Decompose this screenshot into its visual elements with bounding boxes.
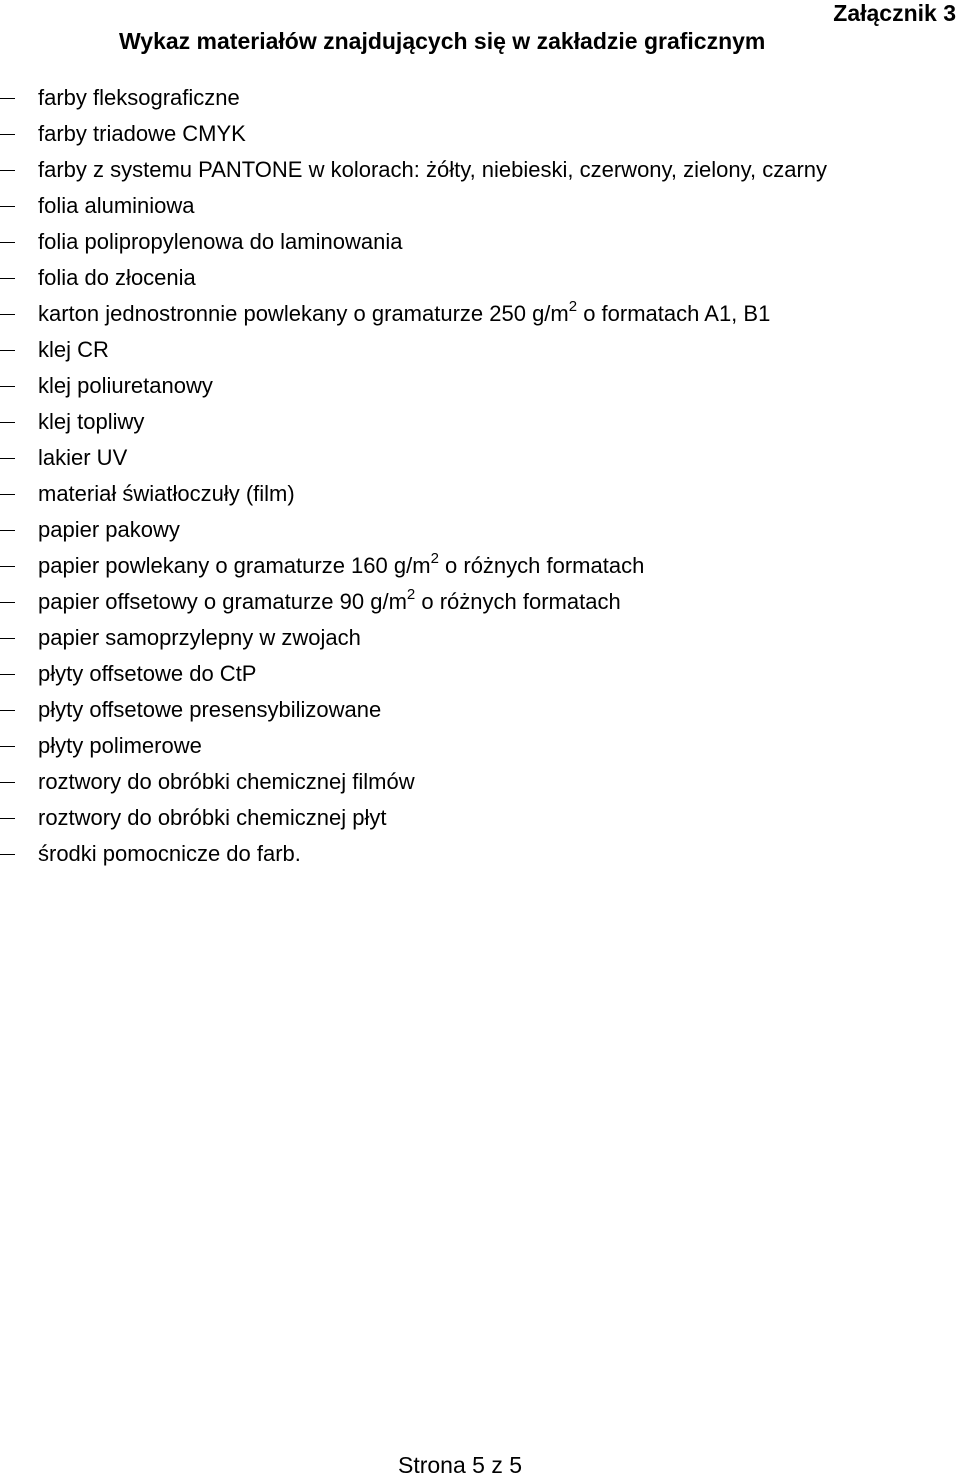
list-item-text: klej poliuretanowy [38, 373, 213, 398]
list-item-text [38, 550, 645, 579]
list-item-text-main: papier offsetowy o gramaturze 90 g/m [38, 589, 407, 614]
list-item-text: materiał światłoczuły (film) [38, 481, 295, 506]
annex-label: Załącznik 3 [833, 0, 956, 26]
dash-bullet [0, 782, 15, 783]
list-item-text: farby triadowe CMYK [38, 121, 246, 146]
dash-bullet [0, 422, 15, 423]
dash-bullet [0, 242, 15, 243]
list-item-text: papier samoprzylepny w zwojach [38, 625, 361, 650]
dash-bullet [0, 530, 15, 531]
list-item-text-after: o różnych formatach [415, 589, 621, 614]
dash-bullet [0, 350, 15, 351]
dash-bullet [0, 638, 15, 639]
dash-bullet [0, 854, 15, 855]
dash-bullet [0, 170, 15, 171]
list-item-text: klej CR [38, 337, 109, 362]
list-item-text: środki pomocnicze do farb. [38, 841, 301, 866]
list-item-text: płyty polimerowe [38, 733, 202, 758]
dash-bullet [0, 746, 15, 747]
list-item-text: klej topliwy [38, 409, 145, 434]
dash-bullet [0, 386, 15, 387]
page-number: Strona 5 z 5 [398, 1452, 523, 1478]
list-item-text: farby fleksograficzne [38, 85, 240, 110]
list-item-text: płyty offsetowe do CtP [38, 661, 257, 686]
list-item-text: folia do złocenia [38, 265, 196, 290]
superscript: 2 [406, 586, 416, 603]
list-item-text-after: o różnych formatach [438, 553, 645, 578]
list-item-text: farby z systemu PANTONE w kolorach: żółty, niebieski, czerwony, zielony, czarny [38, 157, 828, 182]
list-item-text: lakier UV [38, 445, 128, 470]
list-item-text [38, 298, 771, 327]
list-item-text-main: papier powlekany o gramaturze 160 g/m [38, 553, 431, 578]
dash-bullet [0, 494, 15, 495]
dash-bullet [0, 710, 15, 711]
list-item-text: papier pakowy [38, 517, 180, 542]
dash-bullet [0, 458, 15, 459]
list-item-text-main: karton jednostronnie powlekany o gramaturze 250 g/m [38, 301, 569, 326]
superscript: 2 [568, 298, 578, 315]
dash-bullet [0, 314, 15, 315]
document-title: Wykaz materiałów znajdujących się w zakładzie graficznym [119, 28, 766, 54]
dash-bullet [0, 602, 15, 603]
dash-bullet [0, 278, 15, 279]
dash-bullet [0, 818, 15, 819]
dash-bullet [0, 134, 15, 135]
list-item-text: folia polipropylenowa do laminowania [38, 229, 403, 254]
list-item-text: folia aluminiowa [38, 193, 195, 218]
list-item-text [38, 586, 621, 615]
dash-bullet [0, 98, 15, 99]
list-item-text: roztwory do obróbki chemicznej płyt [38, 805, 387, 830]
dash-bullet [0, 566, 15, 567]
list-item-text-after: o formatach A1, B1 [577, 301, 771, 326]
dash-bullet [0, 674, 15, 675]
list-item-text: płyty offsetowe presensybilizowane [38, 697, 382, 722]
superscript: 2 [430, 550, 439, 567]
list-item-text: roztwory do obróbki chemicznej filmów [38, 769, 415, 794]
dash-bullet [0, 206, 15, 207]
